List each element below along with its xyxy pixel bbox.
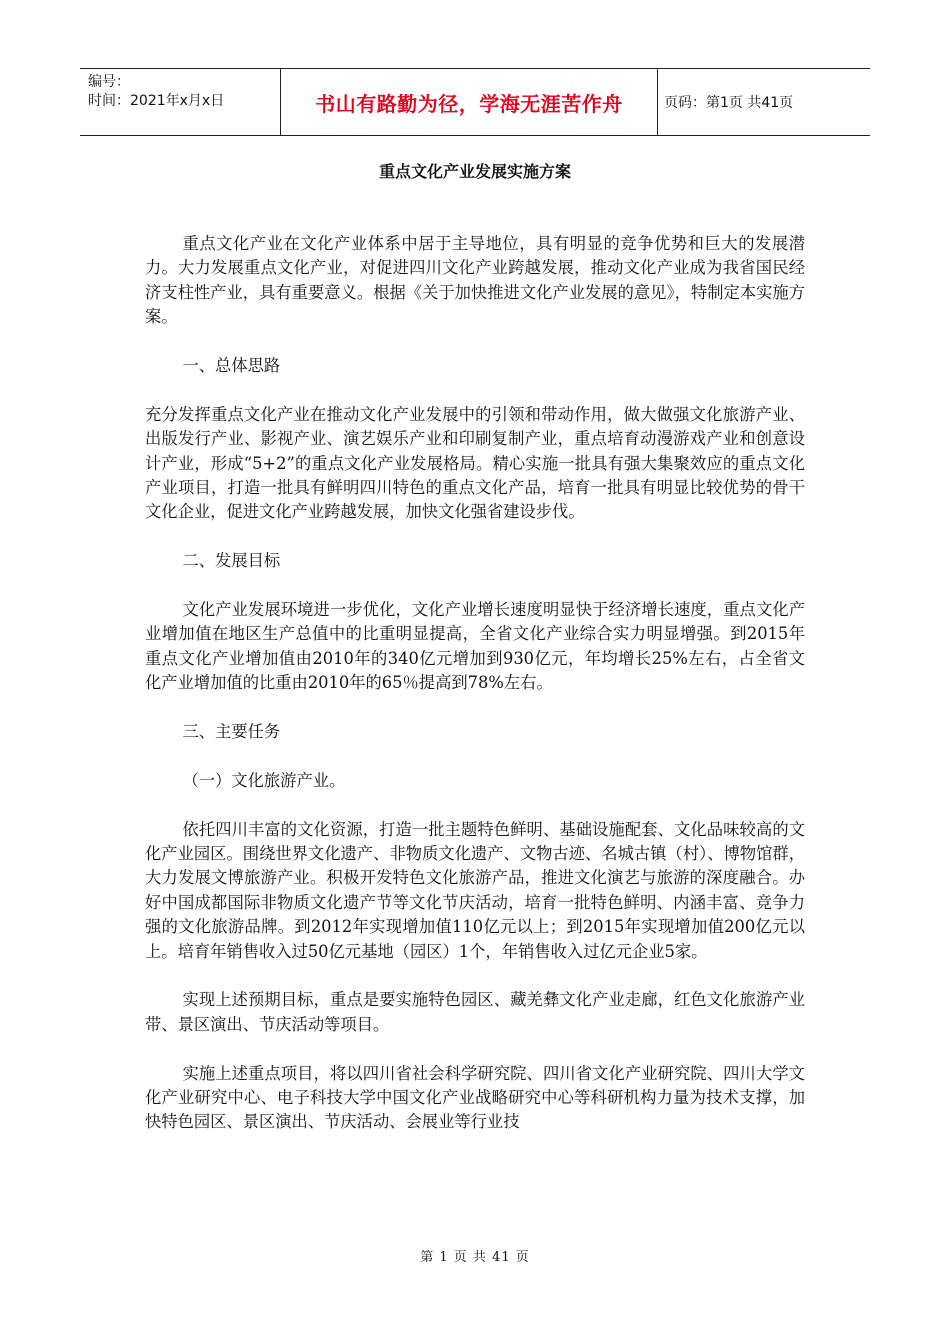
body-paragraph: 二、发展目标	[182, 551, 281, 571]
header-motto-cell	[281, 69, 658, 135]
time-label: 时间：2021年x月x日	[88, 93, 225, 109]
body-paragraph: （一）文化旅游产业。	[182, 770, 346, 790]
body-paragraph: 文化产业发展环境进一步优化，文化产业增长速度明显快于经济增长速度，重点文化产业增加值在地区生产总值中的比重明显提高，全省文化产业综合实力明显增强。到2015年重点文化产业增加值由2010年的340亿元增加到930亿元，年均增长25%左右，占全省文化产业增加值的比重由2010年的65％提高到78%左右。	[145, 600, 805, 693]
document-title: 重点文化产业发展实施方案	[378, 162, 571, 181]
header-page-cell	[658, 69, 870, 135]
page-footer: 第 1 页 共 41 页	[420, 1250, 530, 1265]
header-table	[80, 68, 870, 136]
body-paragraph: 实现上述预期目标，重点是要实施特色园区、藏羌彝文化产业走廊，红色文化旅游产业带、景区演出、节庆活动等项目。	[145, 990, 805, 1034]
header-left-cell	[80, 69, 281, 135]
body-paragraph: 一、总体思路	[182, 356, 281, 376]
document-body	[145, 232, 805, 1159]
body-paragraph: 三、主要任务	[182, 722, 281, 742]
code-label: 编号：	[88, 74, 130, 90]
body-paragraph: 依托四川丰富的文化资源，打造一批主题特色鲜明、基础设施配套、文化品味较高的文化产业园区。围绕世界文化遗产、非物质文化遗产、文物古迹、名城古镇（村）、博物馆群，大力发展文博旅游产业。积极开发特色文化旅游产品，推进文化演艺与旅游的深度融合。办好中国成都国际非物质文化遗产节等文化节庆活动，培育一批特色鲜明、内涵丰富、竞争力强的文化旅游品牌。到2012年实现增加值110亿元以上；到2015年实现增加值200亿元以上。培育年销售收入过50亿元基地（园区）1个，年销售收入过亿元企业5家。	[145, 819, 805, 961]
motto-text: 书山有路勤为径，学海无涯苦作舟	[315, 91, 623, 116]
body-paragraph: 实施上述重点项目，将以四川省社会科学研究院、四川省文化产业研究院、四川大学文化产业研究中心、电子科技大学中国文化产业战略研究中心等科研机构力量为技术支撑，加快特色园区、景区演出、节庆活动、会展业等行业技	[145, 1063, 805, 1132]
page-info: 页码：第1页 共41页	[664, 95, 794, 111]
body-paragraph: 重点文化产业在文化产业体系中居于主导地位，具有明显的竞争优势和巨大的发展潜力。大力发展重点文化产业，对促进四川文化产业跨越发展，推动文化产业成为我省国民经济支柱性产业，具有重要意义。根据《关于加快推进文化产业发展的意见》，特制定本实施方案。	[145, 234, 805, 327]
body-paragraph: 充分发挥重点文化产业在推动文化产业发展中的引领和带动作用，做大做强文化旅游产业、出版发行产业、影视产业、演艺娱乐产业和印刷复制产业，重点培育动漫游戏产业和创意设计产业，形成“5+2”的重点文化产业发展格局。精心实施一批具有强大集聚效应的重点文化产业项目，打造一批具有鲜明四川特色的重点文化产品，培育一批具有明显比较优势的骨干文化企业，促进文化产业跨越发展，加快文化强省建设步伐。	[145, 404, 805, 522]
